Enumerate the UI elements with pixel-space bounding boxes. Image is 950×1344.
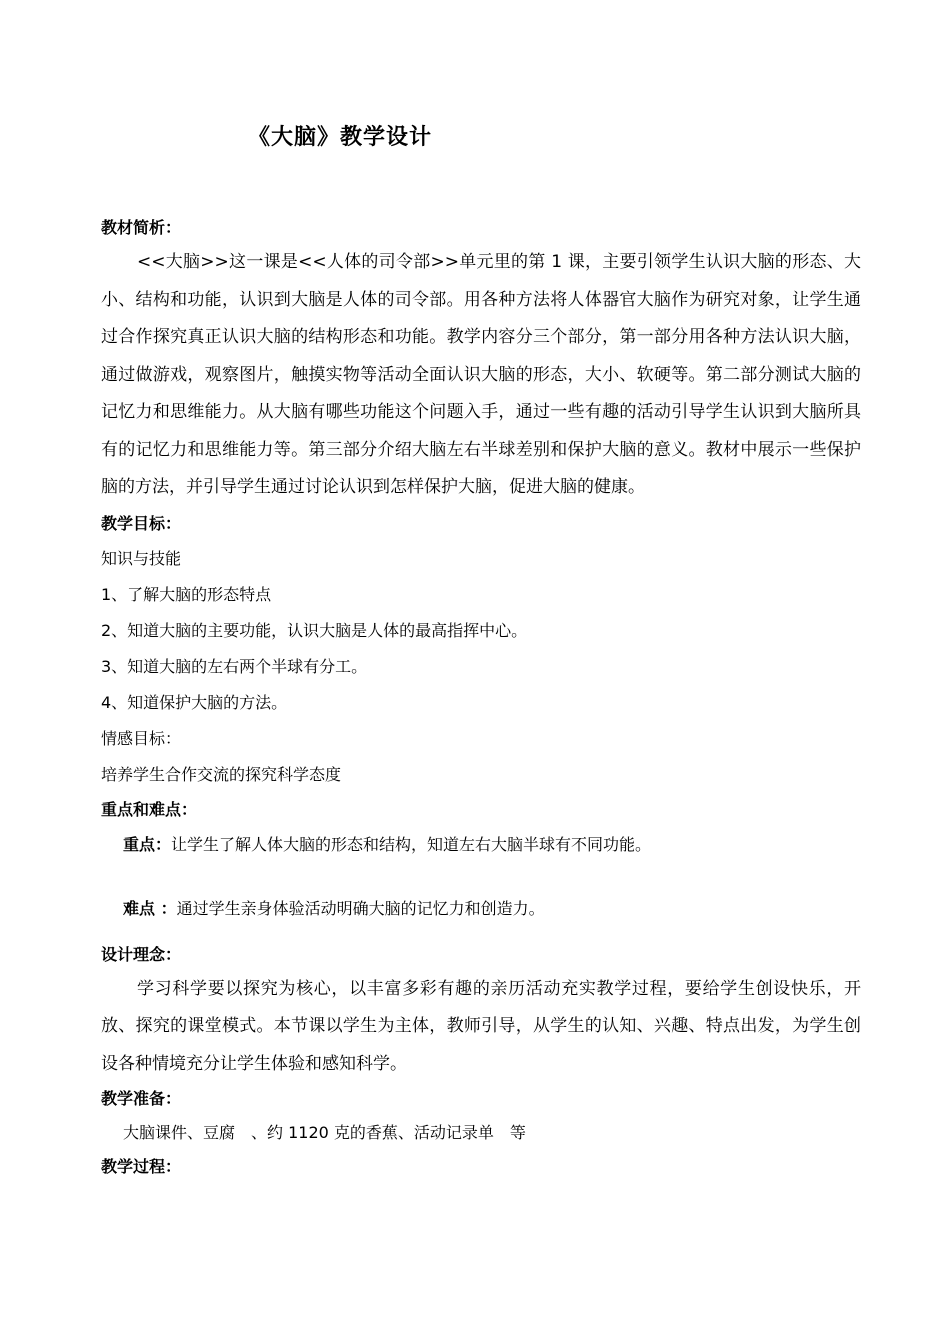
goals-heading: 教学目标： <box>101 513 182 533</box>
knowledge-label: 知识与技能 <box>101 548 182 568</box>
goal-item: 2、知道大脑的主要功能，认识大脑是人体的最高指挥中心。 <box>101 620 528 640</box>
goal-item: 3、知道大脑的左右两个半球有分工。 <box>101 656 368 676</box>
process-section <box>101 1151 861 1183</box>
difficult-label: 难点 ： <box>123 898 177 918</box>
key-points-section <box>101 793 861 927</box>
document-body <box>101 212 861 1183</box>
philosophy-paragraph: 学习科学要以探究为核心，以丰富多彩有趣的亲历活动充实教学过程，要给学生创设快乐，开放、探究的课堂模式。本节课以学生为主体，教师引导，从学生的认知、兴趣、特点出发，为学生创设各种情境充分让学生体验和感知科学。 <box>101 978 861 1074</box>
emotion-label: 情感目标： <box>101 728 182 748</box>
process-heading: 教学过程： <box>101 1157 182 1176</box>
page-title: 《大脑》教学设计 <box>248 125 433 150</box>
emotion-text: 培养学生合作交流的探究科学态度 <box>101 764 342 784</box>
key-label: 重点： <box>123 834 172 854</box>
difficult-point-row <box>101 891 861 927</box>
philosophy-section <box>101 939 861 1084</box>
textbook-heading: 教材简析： <box>101 218 182 237</box>
textbook-section <box>101 212 861 507</box>
key-point-row <box>101 827 861 863</box>
textbook-paragraph: <<大脑>>这一课是<<人体的司令部>>单元里的第 1 课，主要引领学生认识大脑的形态、大小、结构和功能，认识到大脑是人体的司令部。用各种方法将人体器官大脑作为研究对象，让学生通过合作探究真正认识大脑的结构形态和功能。教学内容分三个部分，第一部分用各种方法认识大脑，通过做游戏，观察图片，触摸实物等活动全面认识大脑的形态，大小、软硬等。第二部分测试大脑的记忆力和思维能力。从大脑有哪些功能这个问题入手，通过一些有趣的活动引导学生认识到大脑所具有的记忆力和思维能力等。第三部分介绍大脑左右半球差别和保护大脑的意义。教材中展示一些保护脑的方法，并引导学生通过讨论认识到怎样保护大脑，促进大脑的健康。 <box>101 252 861 497</box>
preparation-heading: 教学准备： <box>101 1089 182 1108</box>
philosophy-heading: 设计理念： <box>101 944 182 964</box>
difficult-text: 通过学生亲身体验活动明确大脑的记忆力和创造力。 <box>176 898 545 918</box>
goal-item: 1、了解大脑的形态特点 <box>101 584 272 604</box>
goals-section <box>101 507 861 793</box>
goal-item: 4、知道保护大脑的方法。 <box>101 692 288 712</box>
spacer <box>101 863 861 891</box>
key-points-heading: 重点和难点： <box>101 799 198 819</box>
key-text: 让学生了解人体大脑的形态和结构，知道左右大脑半球有不同功能。 <box>171 834 652 854</box>
preparation-section <box>101 1083 861 1151</box>
preparation-text: 大脑课件、豆腐 、约 1120 克的香蕉、活动记录单 等 <box>123 1123 526 1142</box>
